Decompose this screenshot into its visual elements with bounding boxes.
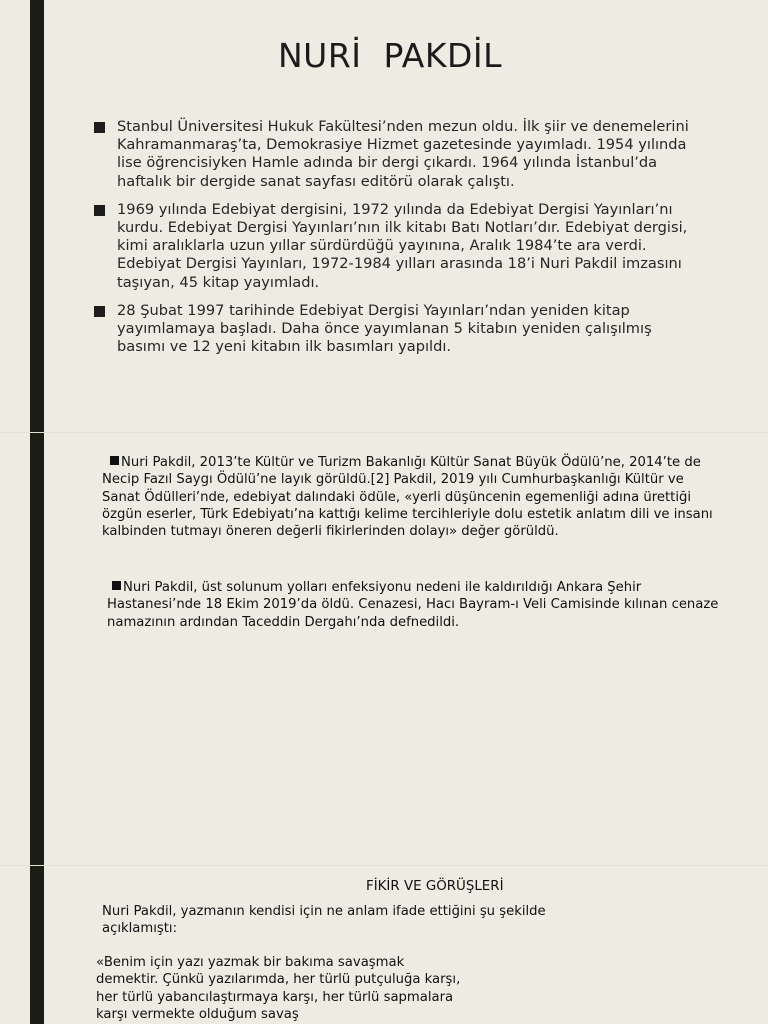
bullet-item: 28 Şubat 1997 tarihinde Edebiyat Dergisi Yayınları’ndan yeniden kitap yayımlamaya başladı. Daha önce yayımlanan 5 kitabın yeniden çalışılmış basımı ve 12 yeni kitabın ilk basımları yapıldı.	[92, 302, 692, 357]
left-accent-bar	[30, 433, 44, 865]
square-bullet-icon	[112, 581, 121, 590]
bullet-list	[92, 118, 692, 366]
awards-paragraph: Nuri Pakdil, 2013’te Kültür ve Turizm Bakanlığı Kültür Sanat Büyük Ödülü’ne, 2014’te de Necip Fazıl Saygı Ödülü’ne layık görüldü.[2] Pakdil, 2019 yılı Cumhurbaşkanlığı Kültür ve Sanat Ödülleri’nde, edebiyat dalındaki ödüle, «yerli düşüncenin egemenliği adına ürettiği özgün eserler, Türk Edebiyatı’na kattığı kelime tercihleriyle dolu estetik anlatım dili ve insanı kalbinden tutmayı öneren değerli fikirlerinden dolayı» değer görüldü.	[102, 455, 713, 540]
page-title: NURİ PAKDİL	[277, 36, 502, 75]
square-bullet-icon	[94, 122, 105, 133]
bullet-item: Stanbul Üniversitesi Hukuk Fakültesi’nden mezun oldu. İlk şiir ve denemelerini Kahramanmaraş’ta, Demokrasiye Hizmet gazetesinde yayımladı. 1954 yılında lise öğrencisiyken Hamle adında bir dergi çıkardı. 1964 yılında İstanbul’da haftalık bir dergide sanat sayfası editörü olarak çalıştı.	[92, 118, 692, 191]
death-paragraph: Nuri Pakdil, üst solunum yolları enfeksiyonu nedeni ile kaldırıldığı Ankara Şehir Hastanesi’nde 18 Ekim 2019’da öldü. Cenazesi, Hacı Bayram-ı Veli Camisinde kılınan cenaze namazının ardından Taceddin Dergahı’nda defnedildi.	[107, 580, 719, 630]
section-heading: FİKİR VE GÖRÜŞLERİ	[366, 879, 504, 894]
square-bullet-icon	[94, 306, 105, 317]
quote-paragraph: «Benim için yazı yazmak bir bakıma savaşmak demektir. Çünkü yazılarımda, her türlü putçuluğa karşı, her türlü yabancılaştırmaya karşı, her türlü sapmalara karşı vermekte olduğum savaş	[96, 955, 461, 1022]
square-bullet-icon	[94, 205, 105, 216]
square-bullet-icon	[110, 456, 119, 465]
intro-paragraph: Nuri Pakdil, yazmanın kendisi için ne anlam ifade ettiğini şu şekilde açıklamıştı:	[102, 904, 546, 937]
left-accent-bar	[30, 866, 44, 1024]
slide-1	[0, 0, 768, 432]
bullet-item: 1969 yılında Edebiyat dergisini, 1972 yılında da Edebiyat Dergisi Yayınları’nı kurdu. Edebiyat Dergisi Yayınları’nın ilk kitabı Batı Notları’dır. Edebiyat dergisi, kimi aralıklarla uzun yıllar sürdürdüğü yayınına, Aralık 1984’te ara verdi. Edebiyat Dergisi Yayınları, 1972-1984 yılları arasında 18’i Nuri Pakdil imzasını taşıyan, 45 kitap yayımladı.	[92, 201, 692, 292]
